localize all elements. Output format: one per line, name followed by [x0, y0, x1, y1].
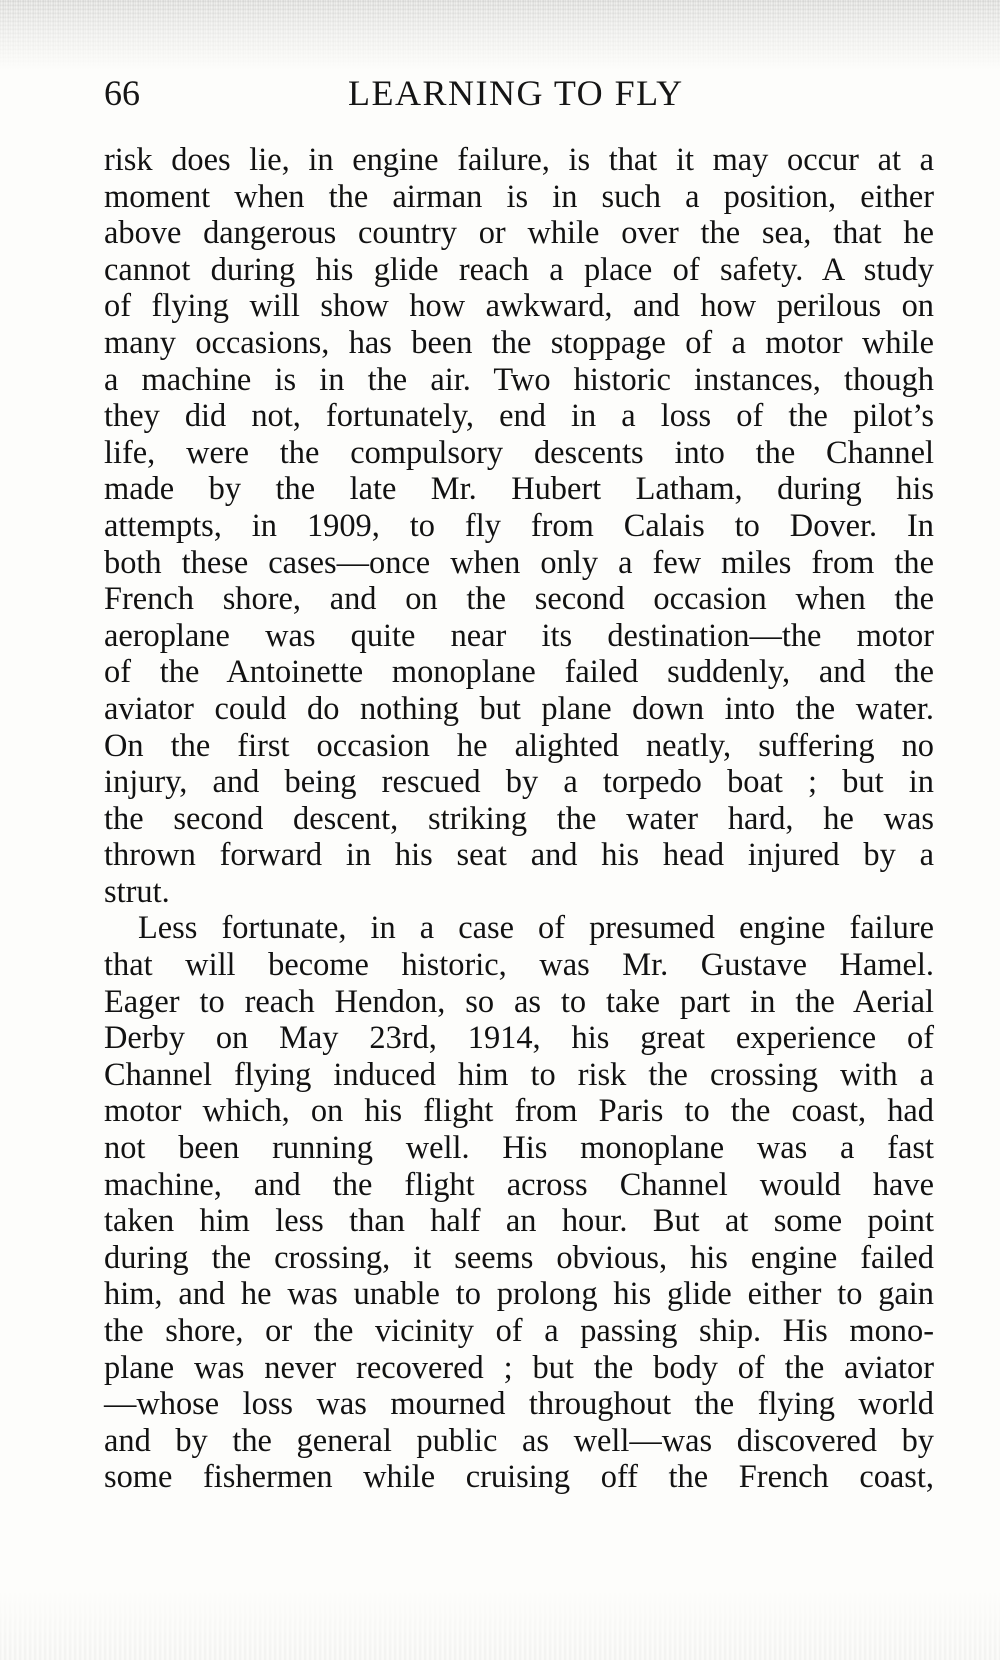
text-line: both these cases—once when only a few miles from the: [104, 544, 934, 581]
text-line: some fishermen while cruising off the French coast,: [104, 1459, 934, 1496]
running-title: LEARNING TO FLY: [348, 73, 684, 113]
text-line: many occasions, has been the stoppage of a motor while: [104, 324, 934, 361]
text-line: they did not, fortunately, end in a loss of the pilot’s: [104, 398, 934, 435]
text-line: him, and he was unable to prolong his glide either to gain: [104, 1276, 934, 1313]
text-line: —whose loss was mourned throughout the flying world: [104, 1386, 934, 1423]
text-line: Derby on May 23rd, 1914, his great experience of: [104, 1020, 934, 1057]
text-line: not been running well. His monoplane was a fast: [104, 1130, 934, 1167]
paragraph-2: [104, 910, 934, 1496]
text-line: Channel flying induced him to risk the crossing with a: [104, 1056, 934, 1093]
text-line: taken him less than half an hour. But at some point: [104, 1203, 934, 1240]
text-line: that will become historic, was Mr. Gustave Hamel.: [104, 947, 934, 984]
text-line: of flying will show how awkward, and how perilous on: [104, 288, 934, 325]
scan-noise-top: [0, 0, 1000, 70]
text-line: motor which, on his flight from Paris to the coast, had: [104, 1093, 934, 1130]
paragraph-1: [104, 142, 934, 910]
text-line: cannot during his glide reach a place of safety. A study: [104, 251, 934, 288]
text-line: On the first occasion he alighted neatly, suffering no: [104, 727, 934, 764]
page-number: 66: [104, 73, 140, 113]
text-line: thrown forward in his seat and his head injured by a: [104, 837, 934, 874]
text-line: machine, and the flight across Channel would have: [104, 1166, 934, 1203]
text-line: and by the general public as well—was discovered by: [104, 1422, 934, 1459]
text-line: Eager to reach Hendon, so as to take part in the Aerial: [104, 983, 934, 1020]
running-head: [104, 72, 744, 120]
text-line: a machine is in the air. Two historic instances, though: [104, 361, 934, 398]
text-line: above dangerous country or while over the sea, that he: [104, 215, 934, 252]
text-line: the shore, or the vicinity of a passing ship. His mono-: [104, 1313, 934, 1349]
text-line: moment when the airman is in such a position, either: [104, 178, 934, 215]
text-line: life, were the compulsory descents into the Channel: [104, 434, 934, 471]
text-line: French shore, and on the second occasion when the: [104, 581, 934, 618]
text-line: attempts, in 1909, to fly from Calais to Dover. In: [104, 507, 934, 544]
text-line: aeroplane was quite near its destination—the motor: [104, 617, 934, 654]
text-line: strut.: [104, 873, 170, 910]
scan-noise-bottom: [0, 1590, 1000, 1660]
text-line: the second descent, striking the water hard, he was: [104, 800, 934, 837]
body-text: [104, 142, 934, 1496]
text-line: during the crossing, it seems obvious, his engine failed: [104, 1239, 934, 1276]
text-line: plane was never recovered ; but the body of the aviator: [104, 1349, 934, 1386]
text-line: made by the late Mr. Hubert Latham, during his: [104, 471, 934, 508]
text-line: injury, and being rescued by a torpedo boat ; but in: [104, 764, 934, 801]
text-line: Less fortunate, in a case of presumed engine failure: [138, 910, 934, 947]
text-line: risk does lie, in engine failure, is that it may occur at a: [104, 142, 934, 178]
text-line: of the Antoinette monoplane failed suddenly, and the: [104, 654, 934, 691]
text-line: aviator could do nothing but plane down into the water.: [104, 690, 934, 727]
